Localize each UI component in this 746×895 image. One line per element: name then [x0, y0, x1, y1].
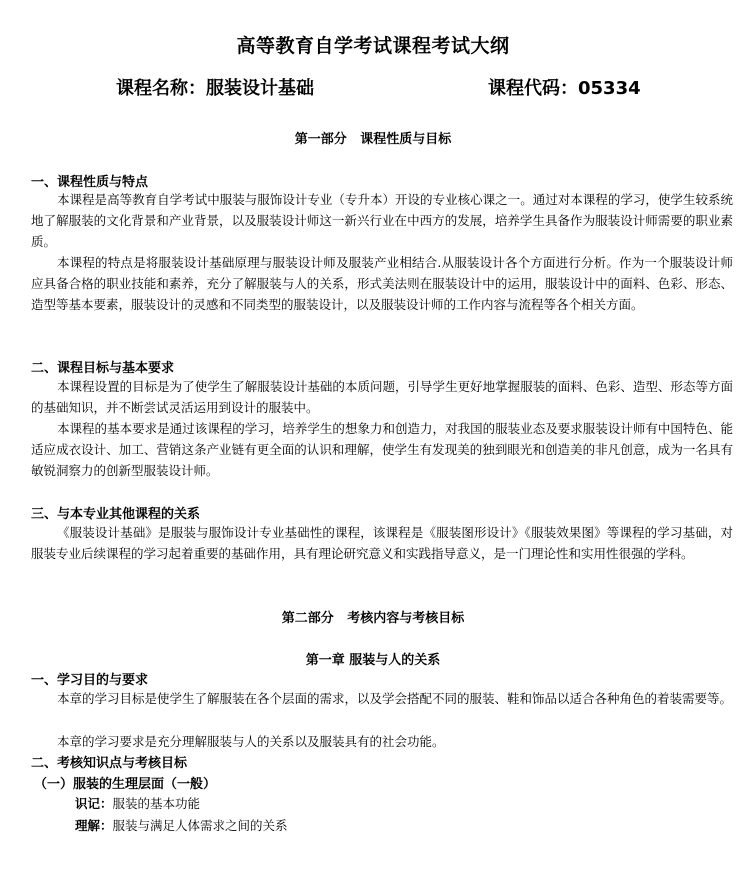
part-one-title: 第一部分 课程性质与目标	[294, 132, 452, 147]
paragraph: 本章的学习目标是使学生了解服装在各个层面的需求，以及学会搭配不同的服装、鞋和饰品以适合各种角色的着装需要等。	[57, 691, 733, 706]
requirement-label: 识记：	[75, 796, 113, 811]
section-heading-purpose: 一、学习目的与要求	[31, 673, 149, 688]
section-heading-nature: 一、课程性质与特点	[31, 175, 149, 190]
section-heading-assessment: 二、考核知识点与考核目标	[31, 756, 188, 771]
requirement-text: 服装的基本功能	[112, 796, 201, 811]
paragraph: 本课程设置的目标是为了使学生了解服装设计基础的本质问题，引导学生更好地掌握服装的面料、色彩、造型、形态等方面的基础知识，并不断尝试灵活运用到设计的服装中。	[31, 379, 733, 415]
requirement-item	[75, 794, 200, 812]
section-heading-relation: 三、与本专业其他课程的关系	[31, 507, 201, 522]
course-code: 课程代码：05334	[488, 78, 641, 99]
paragraph: 本章的学习要求是充分理解服装与人的关系以及服装具有的社会功能。	[57, 734, 445, 749]
requirement-text: 服装与满足人体需求之间的关系	[112, 818, 288, 833]
requirement-label: 理解：	[75, 818, 113, 833]
paragraph: 本课程的特点是将服装设计基础原理与服装设计师及服装产业相结合.从服装设计各个方面进行分析。作为一个服装设计师应具备合格的职业技能和素养，充分了解服装与人的关系，形式美法则在服装设计中的运用，服装设计中的面料、色彩、形态、造型等基本要素，服装设计的灵感和不同类型的服装设计，以及服装设计师的工作内容与流程等各个相关方面。	[31, 255, 733, 312]
chapter-one-title: 第一章 服装与人的关系	[305, 653, 441, 668]
course-name: 课程名称：服装设计基础	[116, 78, 314, 99]
subsection-heading-physiological: （一）服装的生理层面（一般）	[34, 777, 217, 792]
paragraph: 本课程的基本要求是通过该课程的学习，培养学生的想象力和创造力，对我国的服装业态及要求服装设计师有中国特色、能适应成衣设计、加工、营销这条产业链有更全面的认识和理解，使学生有发现美的独到眼光和创造美的非凡创意，成为一名具有敏锐洞察力的创新型服装设计师。	[31, 421, 733, 478]
paragraph: 本课程是高等教育自学考试中服装与服饰设计专业（专升本）开设的专业核心课之一。通过对本课程的学习，使学生较系统地了解服装的文化背景和产业背景，以及服装设计师这一新兴行业在中西方的发展，培养学生具备作为服装设计师需要的职业素质。	[31, 192, 733, 249]
document-title: 高等教育自学考试课程考试大纲	[236, 35, 510, 57]
section-heading-goals: 二、课程目标与基本要求	[31, 361, 175, 376]
requirement-item	[75, 816, 288, 834]
part-two-title: 第二部分 考核内容与考核目标	[281, 611, 465, 626]
paragraph: 《服装设计基础》是服装与服饰设计专业基础性的课程，该课程是《服装图形设计》《服装效果图》等课程的学习基础，对服装专业后续课程的学习起着重要的基础作用，具有理论研究意义和实践指导意义，是一门理论性和实用性很强的学科。	[31, 525, 733, 561]
